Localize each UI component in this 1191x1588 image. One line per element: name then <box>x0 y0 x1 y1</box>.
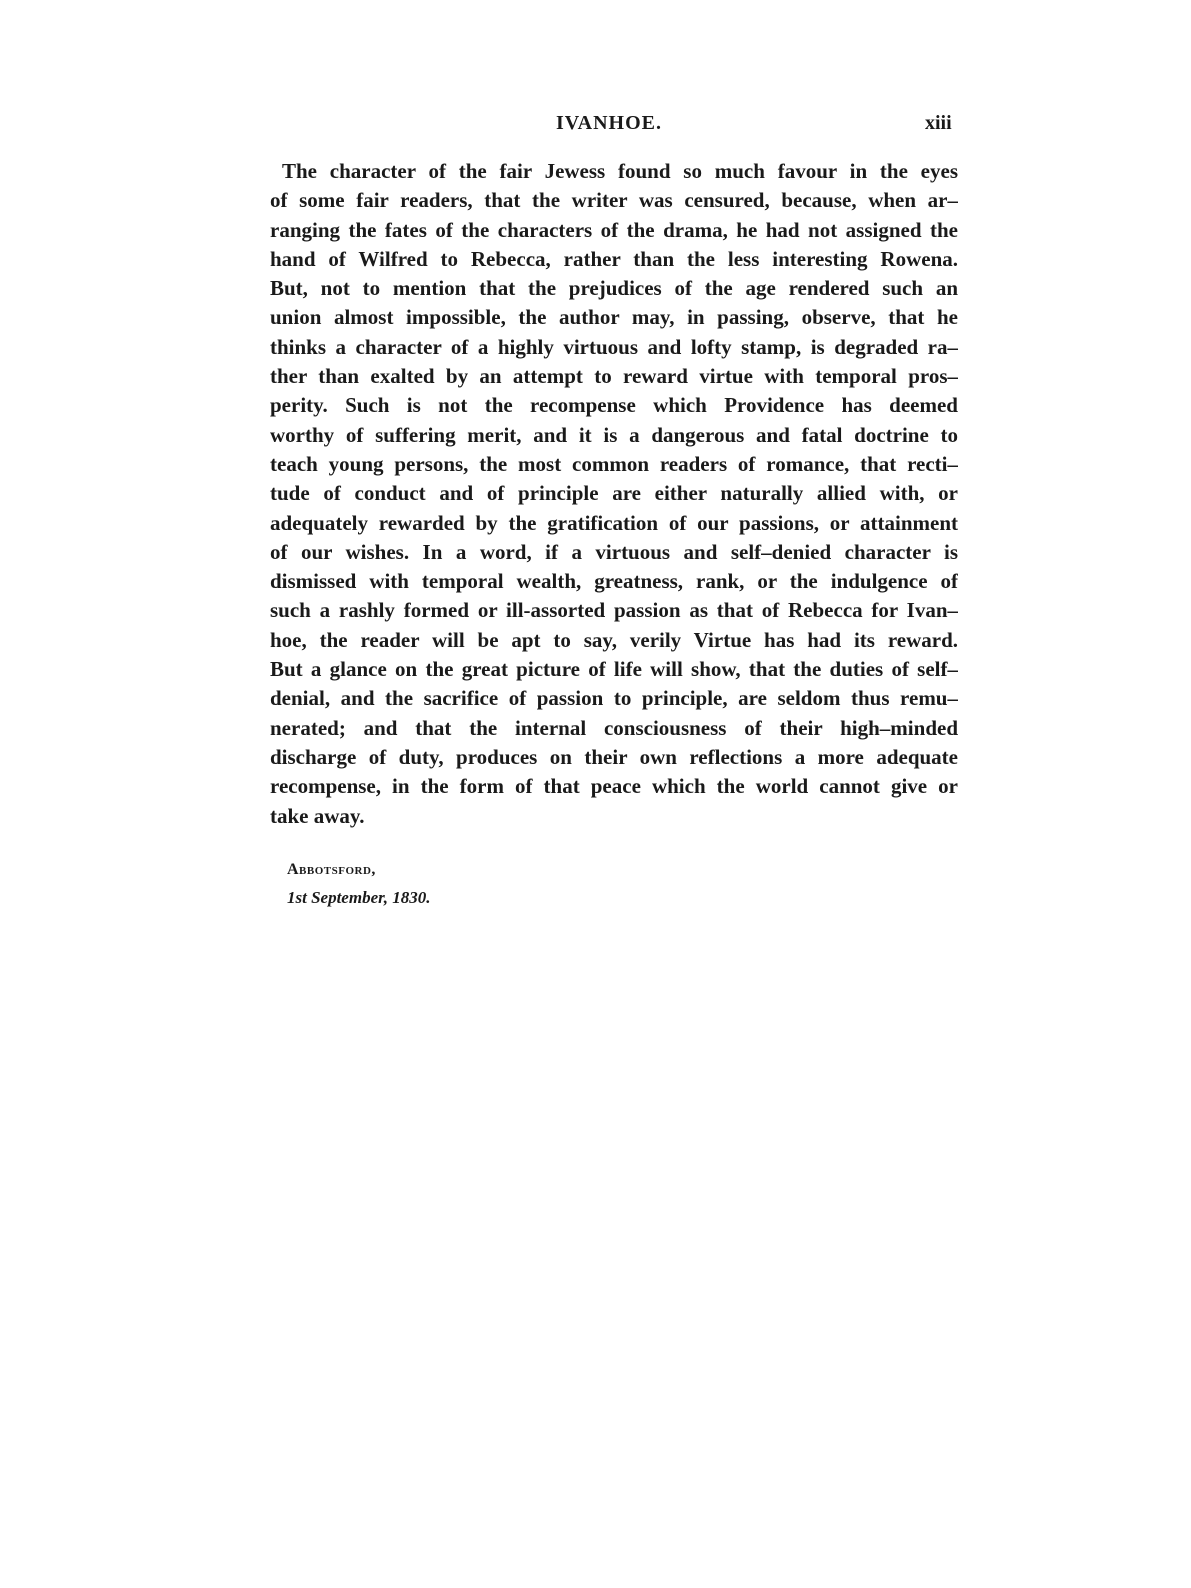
text-line: teach young persons, the most common readers of romance, that recti– <box>270 451 958 476</box>
text-line: ther than exalted by an attempt to reward virtue with temporal pros– <box>270 364 958 389</box>
text-line: hoe, the reader will be apt to say, verily Virtue has had its reward. <box>270 627 958 652</box>
text-line: hand of Wilfred to Rebecca, rather than the less interesting Rowena. <box>270 246 958 271</box>
text-line: adequately rewarded by the gratification of our passions, or attainment <box>270 510 958 535</box>
text-line: take away. <box>270 803 365 828</box>
text-line: recompense, in the form of that peace which the world cannot give or <box>270 774 958 799</box>
body-text <box>270 157 958 831</box>
text-line: discharge of duty, produces on their own reflections a more adequate <box>270 744 958 769</box>
text-line: perity. Such is not the recompense which Providence has deemed <box>270 393 958 418</box>
text-line: worthy of suffering merit, and it is a dangerous and fatal doctrine to <box>270 422 958 447</box>
running-head <box>0 112 1191 142</box>
text-line: But, not to mention that the prejudices of the age rendered such an <box>270 276 958 301</box>
text-line: of some fair readers, that the writer was censured, because, when ar– <box>270 188 958 213</box>
signature-block <box>287 856 431 912</box>
text-line: ranging the fates of the characters of the drama, he had not assigned the <box>270 217 958 242</box>
text-line: union almost impossible, the author may, in passing, observe, that he <box>270 305 958 330</box>
text-line: such a rashly formed or ill-assorted passion as that of Rebecca for Ivan– <box>270 598 958 623</box>
text-line: thinks a character of a highly virtuous and lofty stamp, is degraded ra– <box>270 334 958 359</box>
text-line: of our wishes. In a word, if a virtuous and self–denied character is <box>270 539 958 564</box>
signature-place: Abbotsford, <box>287 861 376 878</box>
text-line: nerated; and that the internal consciousness of their high–minded <box>270 715 958 740</box>
text-line: But a glance on the great picture of life will show, that the duties of self– <box>270 657 958 682</box>
text-line: dismissed with temporal wealth, greatness, rank, or the indulgence of <box>270 569 958 594</box>
text-line: tude of conduct and of principle are either naturally allied with, or <box>270 481 958 506</box>
signature-date: 1st September, 1830. <box>287 888 431 907</box>
text-line: denial, and the sacrifice of passion to principle, are seldom thus remu– <box>270 686 958 711</box>
text-line: The character of the fair Jewess found so much favour in the eyes <box>282 159 958 183</box>
page-number: xiii <box>925 112 952 134</box>
running-title: IVANHOE. <box>556 112 662 134</box>
